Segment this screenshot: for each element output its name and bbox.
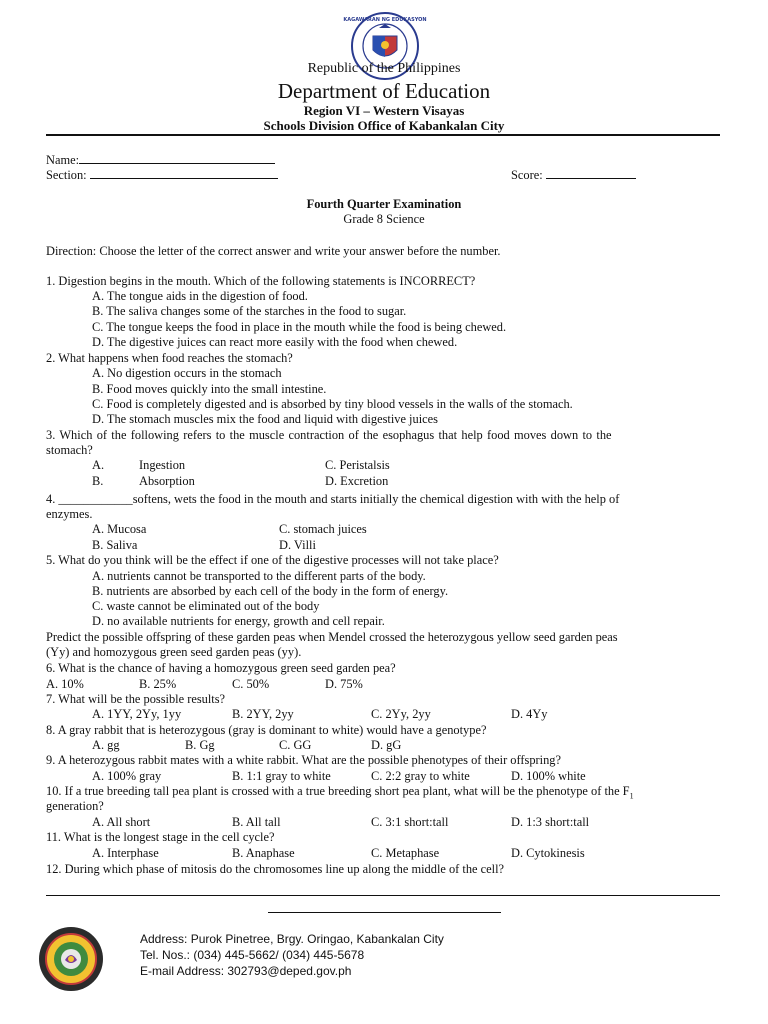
q10-option-a: A. All short	[92, 815, 151, 829]
q5-option-a: A. nutrients cannot be transported to the different parts of the body.	[92, 569, 426, 583]
region-line: Region VI – Western Visayas	[303, 103, 465, 118]
q8-option-d: D. gG	[371, 738, 402, 752]
q6-option-c: C. 50%	[232, 677, 270, 691]
exam-title: Fourth Quarter Examination	[306, 197, 462, 211]
q1-option-b: B. The saliva changes some of the starches in the food to sugar.	[92, 304, 407, 318]
q4-option-a: A. Mucosa	[92, 522, 147, 536]
header-divider	[46, 134, 720, 136]
q7-option-a: A. 1YY, 2Yy, 1yy	[92, 707, 182, 721]
q11-option-d: D. Cytokinesis	[511, 846, 585, 860]
score-field[interactable]: Score:	[511, 167, 636, 183]
q5-option-c: C. waste cannot be eliminated out of the body	[92, 599, 320, 613]
q8-option-a: A. gg	[92, 738, 120, 752]
footer-divider	[46, 895, 720, 896]
question-1: 1. Digestion begins in the mouth. Which of the following statements is INCORRECT?	[46, 274, 476, 288]
predict-prompt-line-1: Predict the possible offspring of these garden peas when Mendel crossed the heterozygous yellow seed garden peas	[46, 630, 618, 644]
section-field[interactable]: Section:	[46, 167, 278, 183]
question-10-line-2: generation?	[46, 799, 104, 813]
predict-prompt-line-2: (Yy) and homozygous green seed garden peas (yy).	[46, 645, 302, 659]
question-4-line-2: enzymes.	[46, 507, 93, 521]
q4-option-b: B. Saliva	[92, 538, 138, 552]
q4-option-d: D. Villi	[279, 538, 316, 552]
q8-option-b: B. Gg	[185, 738, 215, 752]
name-field[interactable]: Name:	[46, 152, 275, 168]
question-3-line-2: stomach?	[46, 443, 93, 457]
q6-option-b: B. 25%	[139, 677, 177, 691]
q6-option-d: D. 75%	[325, 677, 363, 691]
question-10-line-1: 10. If a true breeding tall pea plant is crossed with a true breeding short pea plant, what will be the phenotype of the $F_1$	[46, 784, 634, 801]
q7-option-d: D. 4Yy	[511, 707, 548, 721]
exam-subtitle: Grade 8 Science	[343, 212, 425, 226]
question-7: 7. What will be the possible results?	[46, 692, 226, 706]
q11-option-c: C. Metaphase	[371, 846, 440, 860]
footer-telephone: Tel. Nos.: (034) 445-5662/ (034) 445-5678	[140, 948, 365, 962]
q10-option-d: D. 1:3 short:tall	[511, 815, 590, 829]
q5-option-d: D. no available nutrients for energy, growth and cell repair.	[92, 614, 385, 628]
question-4-line-1: 4. ____________softens, wets the food in the mouth and starts initially the chemical digestion with with the help of	[46, 492, 620, 506]
q11-option-b: B. Anaphase	[232, 846, 295, 860]
q9-option-b: B. 1:1 gray to white	[232, 769, 331, 783]
q3-option-b-letter: B.	[92, 474, 104, 488]
department-title: Department of Education	[277, 79, 491, 103]
q10-option-c: C. 3:1 short:tall	[371, 815, 449, 829]
q3-option-b: Absorption	[139, 474, 195, 488]
q3-option-c: C. Peristalsis	[325, 458, 390, 472]
republic-line: Republic of the Philippines	[307, 61, 461, 76]
q2-option-a: A. No digestion occurs in the stomach	[92, 366, 282, 380]
q5-option-b: B. nutrients are absorbed by each cell of the body in the form of energy.	[92, 584, 449, 598]
q3-option-a: Ingestion	[139, 458, 186, 472]
q7-option-c: C. 2Yy, 2yy	[371, 707, 431, 721]
q1-option-a: A. The tongue aids in the digestion of food.	[92, 289, 308, 303]
q9-option-c: C. 2:2 gray to white	[371, 769, 470, 783]
footer-divider-short	[268, 912, 501, 913]
footer-email[interactable]: E-mail Address: 302793@deped.gov.ph	[140, 964, 352, 978]
question-5: 5. What do you think will be the effect if one of the digestive processes will not take place?	[46, 553, 499, 567]
question-8: 8. A gray rabbit that is heterozygous (gray is dominant to white) would have a genotype?	[46, 723, 487, 737]
division-seal-logo	[38, 926, 104, 992]
q2-option-d: D. The stomach muscles mix the food and liquid with digestive juices	[92, 412, 438, 426]
q1-option-d: D. The digestive juices can react more easily with the food when chewed.	[92, 335, 458, 349]
q8-option-c: C. GG	[279, 738, 312, 752]
question-9: 9. A heterozygous rabbit mates with a white rabbit. What are the possible phenotypes of their offspring?	[46, 753, 562, 767]
question-2: 2. What happens when food reaches the stomach?	[46, 351, 293, 365]
question-3-line-1: 3. Which of the following refers to the muscle contraction of the esophagus that help food moves down to the	[46, 428, 612, 442]
question-12: 12. During which phase of mitosis do the chromosomes line up along the middle of the cell?	[46, 862, 505, 876]
svg-text:KAGAWARAN NG EDUKASYON: KAGAWARAN NG EDUKASYON	[343, 17, 427, 23]
q7-option-b: B. 2YY, 2yy	[232, 707, 294, 721]
f1-subscript: 1	[629, 791, 634, 801]
question-6: 6. What is the chance of having a homozygous green seed garden pea?	[46, 661, 396, 675]
division-line: Schools Division Office of Kabankalan City	[263, 118, 505, 133]
q9-option-a: A. 100% gray	[92, 769, 162, 783]
footer-address: Address: Purok Pinetree, Brgy. Oringao, Kabankalan City	[140, 932, 444, 946]
q3-option-a-letter: A.	[92, 458, 105, 472]
q2-option-c: C. Food is completely digested and is absorbed by tiny blood vessels in the walls of the stomach.	[92, 397, 573, 411]
q2-option-b: B. Food moves quickly into the small intestine.	[92, 382, 327, 396]
q4-option-c: C. stomach juices	[279, 522, 367, 536]
q11-option-a: A. Interphase	[92, 846, 159, 860]
q9-option-d: D. 100% white	[511, 769, 586, 783]
question-11: 11. What is the longest stage in the cell cycle?	[46, 830, 275, 844]
q1-option-c: C. The tongue keeps the food in place in the mouth while the food is being chewed.	[92, 320, 507, 334]
q3-option-d: D. Excretion	[325, 474, 389, 488]
q6-option-a: A. 10%	[46, 677, 84, 691]
q10-option-b: B. All tall	[232, 815, 281, 829]
direction-text: Direction: Choose the letter of the correct answer and write your answer before the number.	[46, 244, 501, 258]
